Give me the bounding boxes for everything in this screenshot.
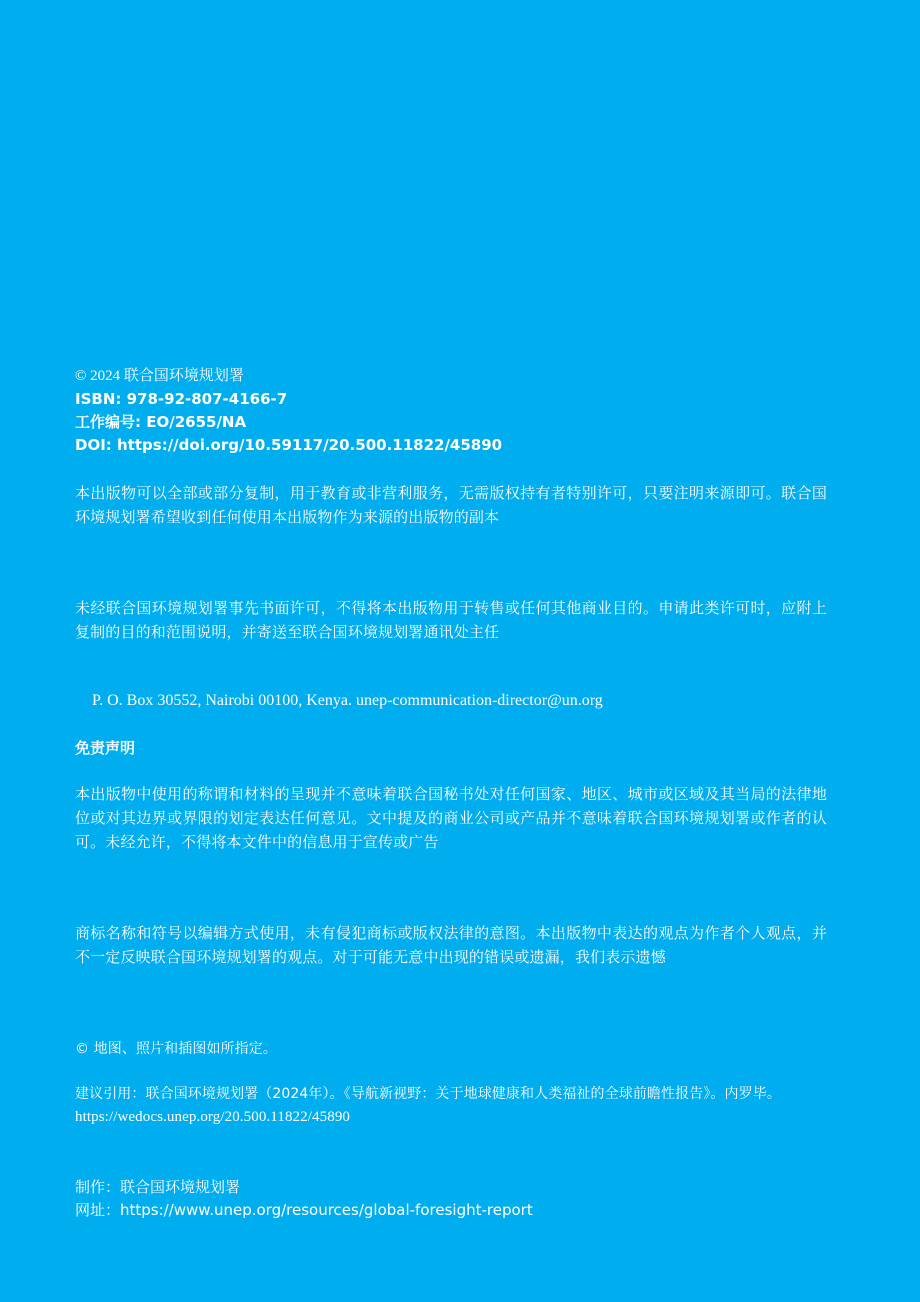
- doi-line: DOI: https://doi.org/10.59117/20.500.11822/45890: [75, 436, 503, 454]
- citation-text: 建议引用：联合国环境规划署（2024年）。《导航新视野：关于地球健康和人类福祉的全球前瞻性报告》。内罗毕。: [75, 1086, 781, 1102]
- commercial-use-paragraph: 未经联合国环境规划署事先书面许可，不得将本出版物用于转售或任何其他商业目的。申请此类许可时，应附上复制的目的和范围说明，并寄送至联合国环境规划署通讯处主任: [75, 599, 827, 641]
- disclaimer-paragraph-1: 本出版物中使用的称谓和材料的呈现并不意味着联合国秘书处对任何国家、地区、城市或区域及其当局的法律地位或对其边界或界限的划定表达任何意见。文中提及的商业公司或产品并不意味着联合国环境规划署或作者的认可。未经允许，不得将本文件中的信息用于宣传或广告: [75, 785, 827, 851]
- job-number-line: 工作编号: EO/2655/NA: [75, 413, 247, 431]
- copyright-line: © 2024 联合国环境规划署: [75, 368, 244, 384]
- contact-address: P. O. Box 30552, Nairobi 00100, Kenya. unep-communication-director@un.org: [92, 692, 603, 709]
- website-line: 网址：https://www.unep.org/resources/global-foresight-report: [75, 1201, 533, 1219]
- reproduction-paragraph: 本出版物可以全部或部分复制，用于教育或非营利服务，无需版权持有者特别许可，只要注明来源即可。联合国环境规划署希望收到任何使用本出版物作为来源的出版物的副本: [75, 484, 827, 526]
- isbn-line: ISBN: 978-92-807-4166-7: [75, 390, 288, 408]
- producer-line: 制作：联合国环境规划署: [75, 1178, 241, 1196]
- producer-info: [75, 1176, 827, 1222]
- disclaimer-heading: 免责声明: [75, 739, 136, 757]
- disclaimer-paragraph-2: 商标名称和符号以编辑方式使用，未有侵犯商标或版权法律的意图。本出版物中表达的观点为作者个人观点，并不一定反映联合国环境规划署的观点。对于可能无意中出现的错误或遗漏，我们表示遗憾: [75, 924, 827, 966]
- publication-info: [75, 365, 827, 457]
- maps-credit: © 地图、照片和插图如所指定。: [75, 1041, 277, 1057]
- suggested-citation: [75, 1083, 827, 1129]
- citation-url: https://wedocs.unep.org/20.500.11822/45890: [75, 1109, 351, 1125]
